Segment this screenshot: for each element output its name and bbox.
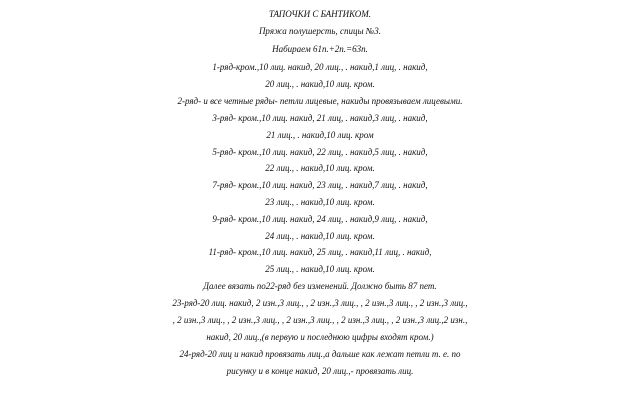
text-line: , 2 изн.,3 лиц., , 2 изн.,3 лиц., , 2 изн.,3 лиц., , 2 изн.,3 лиц., , 2 изн.,3 лиц.,2 изн., [172,315,468,325]
text-line: 9-ряд- кром.,10 лиц. накид, 24 лиц, . накид,9 лиц, . накид, [212,214,428,224]
text-line: 3-ряд- кром.,10 лиц. накид, 21 лиц, . накид,3 лиц, . накид, [212,113,428,123]
text-line: 5-ряд- кром.,10 лиц. накид, 22 лиц, . накид,5 лиц, . накид, [212,147,428,157]
text-line: 23 лиц., . накид,10 лиц. кром. [265,197,375,207]
text-line: рисунку и в конце накид, 20 лиц.,- провязать лиц. [226,366,414,376]
text-line: 11-ряд- кром.,10 лиц. накид, 25 лиц, . накид,11 лиц, . накид, [208,247,432,257]
text-line: Далее вязать по22-ряд без изменений. Должно быть 87 пет. [203,281,437,291]
text-line: 7-ряд- кром.,10 лиц. накид, 23 лиц, . накид,7 лиц, . накид, [212,180,428,190]
text-line: накид, 20 лиц.,(в первую и последнюю цифры входят кром.) [206,332,434,342]
document-title: ТАПОЧКИ С БАНТИКОМ. [269,9,371,19]
text-line: 22 лиц., . накид,10 лиц. кром. [265,163,375,173]
text-line: Пряжа полушерсть, спицы №3. [258,26,382,36]
text-line: 1-ряд-кром.,10 лиц. накид, 20 лиц., . накид,1 лиц, . накид, [212,62,428,72]
text-line: 24 лиц., . накид,10 лиц. кром. [265,231,375,241]
text-line: 24-ряд-20 лиц и накид провязать лиц.,а дальше как лежат петли т. е. по [179,349,461,359]
text-line: 2-ряд- и все четные ряды- петли лицевые, накиды провязываем лицевыми. [177,96,463,106]
text-line: 23-ряд-20 лиц. накид, 2 изн.,3 лиц., , 2 изн.,3 лиц., , 2 изн.,3 лиц., , 2 изн.,3 лиц., [172,298,468,308]
text-line: Набираем 61п.+2п.=63п. [272,44,368,54]
text-line: 20 лиц., . накид,10 лиц. кром. [265,79,375,89]
text-line: 21 лиц., . накид,10 лиц. кром [266,130,374,140]
text-line: 25 лиц., . накид,10 лиц. кром. [265,264,375,274]
